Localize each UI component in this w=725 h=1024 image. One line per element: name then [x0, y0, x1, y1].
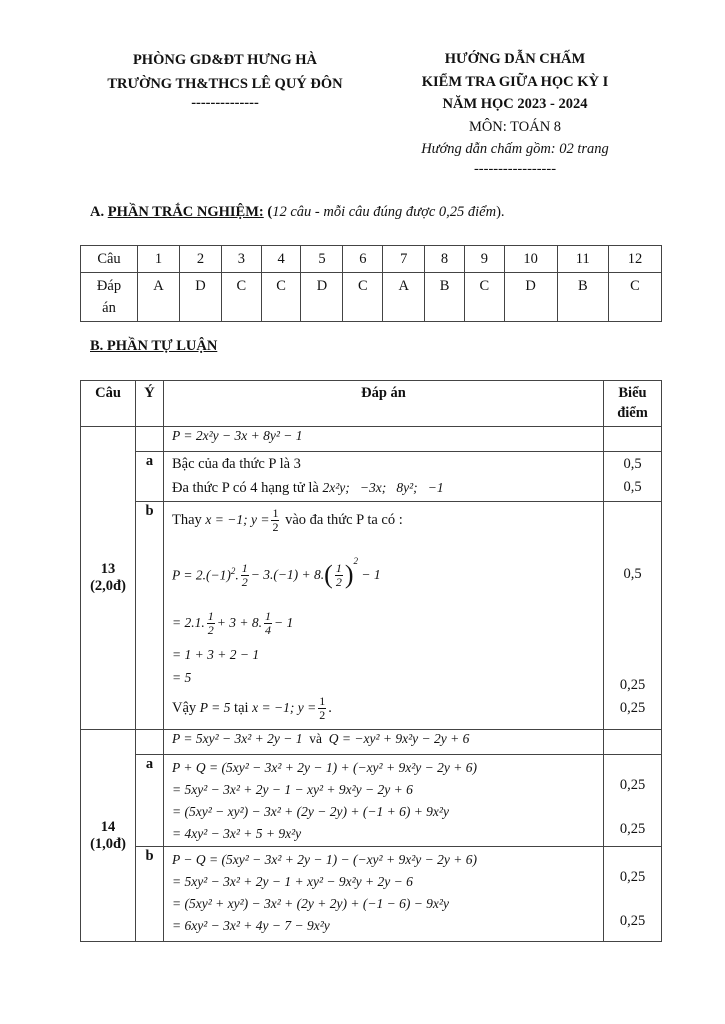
question-number-cell: 12	[608, 246, 661, 273]
q13-b-label: b	[136, 502, 164, 730]
answer-row-label	[81, 273, 138, 322]
question-number-cell: 11	[557, 246, 608, 273]
q14-a-line4: = 4xy² − 3x² + 5 + 9x²y	[172, 826, 302, 841]
q14-label-cell	[81, 730, 136, 942]
q13-b-row	[81, 502, 662, 730]
q13-points: (2,0đ)	[90, 578, 126, 594]
q13-b-thay: Thay	[172, 511, 202, 528]
q13-given-blank	[136, 427, 164, 452]
answer-table	[80, 245, 662, 322]
q14-b-line3: = (5xy² + xy²) − 3x² + (2y + 2y) + (−1 − 6) − 9x²y	[172, 896, 449, 911]
q14-a-score1: 0,25	[619, 777, 646, 793]
q13-b-values: x = −1; y =	[205, 511, 270, 527]
question-number-cell: 9	[464, 246, 504, 273]
q14-a-line1: P + Q = (5xy² − 3x² + 2y − 1) + (−xy² + 9x²y − 2y + 6)	[172, 760, 477, 775]
q13-a-row	[81, 452, 662, 502]
q13-a-terms-line	[172, 476, 602, 500]
q13-a-content	[164, 452, 604, 502]
answer-label-line2: án	[102, 300, 116, 316]
q14-given-row	[81, 730, 662, 755]
q14-given-score-blank	[604, 730, 662, 755]
q13-b-vay: Vậy	[172, 699, 197, 716]
header-divider: --------------	[191, 95, 259, 111]
q14-b-label: b	[136, 847, 164, 942]
header-bieu-diem	[604, 381, 662, 427]
answer-cell: C	[608, 273, 661, 322]
answer-cell: A	[383, 273, 425, 322]
q13-b-result: P = 5	[199, 700, 231, 715]
section-a-prefix: A.	[90, 204, 108, 220]
q13-b-scores	[604, 502, 662, 730]
section-b-heading: B. PHẦN TỰ LUẬN	[90, 338, 218, 354]
q13-a-label: a	[136, 452, 164, 502]
question-number-cell: 7	[383, 246, 425, 273]
question-number-cell: 8	[425, 246, 465, 273]
q13-b-substitution: $P = 2.(-1)^2$. $\frac{1}{2}$ − 3.(−1) + 8. ( $\frac{1}{2}$ ) $^2$ − 1	[172, 556, 381, 589]
q13-a-score2: 0,5	[623, 479, 642, 495]
school-header	[60, 48, 390, 110]
q13-b-score3: 0,25	[619, 700, 646, 716]
answer-table-question-row	[81, 246, 662, 273]
answer-cell: B	[557, 273, 608, 322]
q14-b-content	[164, 847, 604, 942]
q13-b-content	[164, 502, 604, 730]
department-name: PHÒNG GD&ĐT HƯNG HÀ	[132, 52, 318, 68]
q14-given-and: và	[309, 731, 323, 746]
q13-b-step4: = 5	[172, 670, 192, 685]
q13-given-score-blank	[604, 427, 662, 452]
answer-cell: C	[221, 273, 261, 322]
q13-b-tai: tại	[234, 699, 249, 716]
question-number-cell: 2	[179, 246, 221, 273]
q13-b-substitute-line	[172, 503, 602, 547]
answer-label-line1: Đáp	[96, 278, 122, 294]
q14-given-blank	[136, 730, 164, 755]
q14-a-content	[164, 755, 604, 847]
answer-cell: C	[343, 273, 383, 322]
q13-b-step3: = 1 + 3 + 2 − 1	[172, 647, 260, 662]
q13-given-cell	[164, 427, 604, 452]
exam-name: KIỂM TRA GIỮA HỌC KỲ I	[421, 73, 609, 90]
header-diem: điểm	[617, 405, 648, 421]
header-bieu: Biểu	[618, 385, 647, 401]
q13-b-into-poly: vào đa thức P ta có :	[285, 511, 403, 528]
q14-given-p: P = 5xy² − 3x² + 2y − 1	[172, 731, 303, 746]
q13-b-half-frac: $\frac{1}{2}$	[272, 506, 279, 534]
answer-table-answer-row	[81, 273, 662, 322]
question-number-cell: 3	[221, 246, 261, 273]
q14-a-scores	[604, 755, 662, 847]
q14-b-row	[81, 847, 662, 942]
q14-a-row	[81, 755, 662, 847]
q14-a-line2: = 5xy² − 3x² + 2y − 1 − xy² + 9x²y − 2y + 6	[172, 782, 413, 797]
page-count-note: Hướng dẫn chấm gồm: 02 trang	[421, 141, 609, 157]
question-number-cell: 1	[138, 246, 180, 273]
q13-a-terms: 2x²y; −3x; 8y²; −1	[322, 480, 444, 495]
q13-given-poly: P = 2x²y − 3x + 8y² − 1	[172, 428, 303, 443]
q14-b-line1: P − Q = (5xy² − 3x² + 2y − 1) − (−xy² + 9x²y − 2y + 6)	[172, 852, 477, 867]
q13-a-terms-text: Đa thức P có 4 hạng tử là	[172, 480, 319, 496]
q14-number: 14	[100, 818, 116, 835]
q14-a-label: a	[136, 755, 164, 847]
section-a-heading	[90, 204, 505, 221]
answer-cell: C	[261, 273, 301, 322]
q13-a-degree: Bậc của đa thức P là 3	[172, 456, 301, 472]
answer-cell: D	[504, 273, 557, 322]
header-dap-an: Đáp án	[164, 381, 604, 427]
q14-b-score2: 0,25	[619, 913, 646, 929]
question-number-cell: 6	[343, 246, 383, 273]
q14-a-line3: = (5xy² − xy²) − 3x² + (2y − 2y) + (−1 + 6) + 9x²y	[172, 804, 449, 819]
header-cau: Câu	[81, 381, 136, 427]
essay-header-row	[81, 381, 662, 427]
header-y: Ý	[136, 381, 164, 427]
exam-header	[400, 48, 630, 177]
answer-cell: D	[301, 273, 343, 322]
q13-given-row	[81, 427, 662, 452]
q13-b-score2: 0,25	[619, 677, 646, 693]
question-number-cell: 5	[301, 246, 343, 273]
q14-b-line4: = 6xy² − 3x² + 4y − 7 − 9x²y	[172, 918, 330, 933]
q14-given-q: Q = −xy² + 9x²y − 2y + 6	[328, 731, 470, 746]
subject: MÔN: TOÁN 8	[468, 118, 562, 135]
q13-b-conc-values: x = −1; y =	[252, 700, 317, 715]
q13-label-cell	[81, 427, 136, 730]
section-a-paren-close: ).	[496, 204, 505, 220]
section-a-note: 12 câu - mỗi câu đúng được 0,25 điểm	[272, 204, 497, 220]
essay-table	[80, 380, 662, 942]
q14-given-cell	[164, 730, 604, 755]
school-name: TRƯỜNG TH&THCS LÊ QUÝ ĐÔN	[107, 76, 343, 92]
q13-number: 13	[100, 561, 116, 577]
answer-cell: A	[138, 273, 180, 322]
question-number-cell: 10	[504, 246, 557, 273]
header-right-divider: -----------------	[473, 160, 557, 177]
question-row-label: Câu	[81, 246, 138, 273]
question-number-cell: 4	[261, 246, 301, 273]
answer-cell: D	[179, 273, 221, 322]
q14-b-line2: = 5xy² − 3x² + 2y − 1 + xy² − 9x²y + 2y − 6	[172, 874, 413, 889]
answer-cell: C	[464, 273, 504, 322]
q13-b-conclusion: Vậy P = 5 tại x = −1; y = $\frac{1}{2}$ .	[172, 693, 332, 722]
q13-a-score1: 0,5	[623, 456, 642, 472]
school-year: NĂM HỌC 2023 - 2024	[442, 96, 588, 112]
q14-a-score2: 0,25	[619, 821, 646, 837]
q14-b-scores	[604, 847, 662, 942]
q13-b-step2: = 2.1. $\frac{1}{2}$ + 3 + 8. $\frac{1}{4}$ − 1	[172, 608, 294, 637]
section-a-paren-open: (	[263, 204, 273, 220]
q13-b-score1: 0,5	[623, 566, 642, 582]
q14-points: (1,0đ)	[90, 835, 126, 852]
q13-a-scores	[604, 452, 662, 502]
section-a-title: PHẦN TRẮC NGHIỆM:	[107, 204, 264, 220]
q14-b-score1: 0,25	[619, 869, 646, 885]
answer-cell: B	[425, 273, 465, 322]
doc-title: HƯỚNG DẪN CHẤM	[444, 51, 586, 67]
